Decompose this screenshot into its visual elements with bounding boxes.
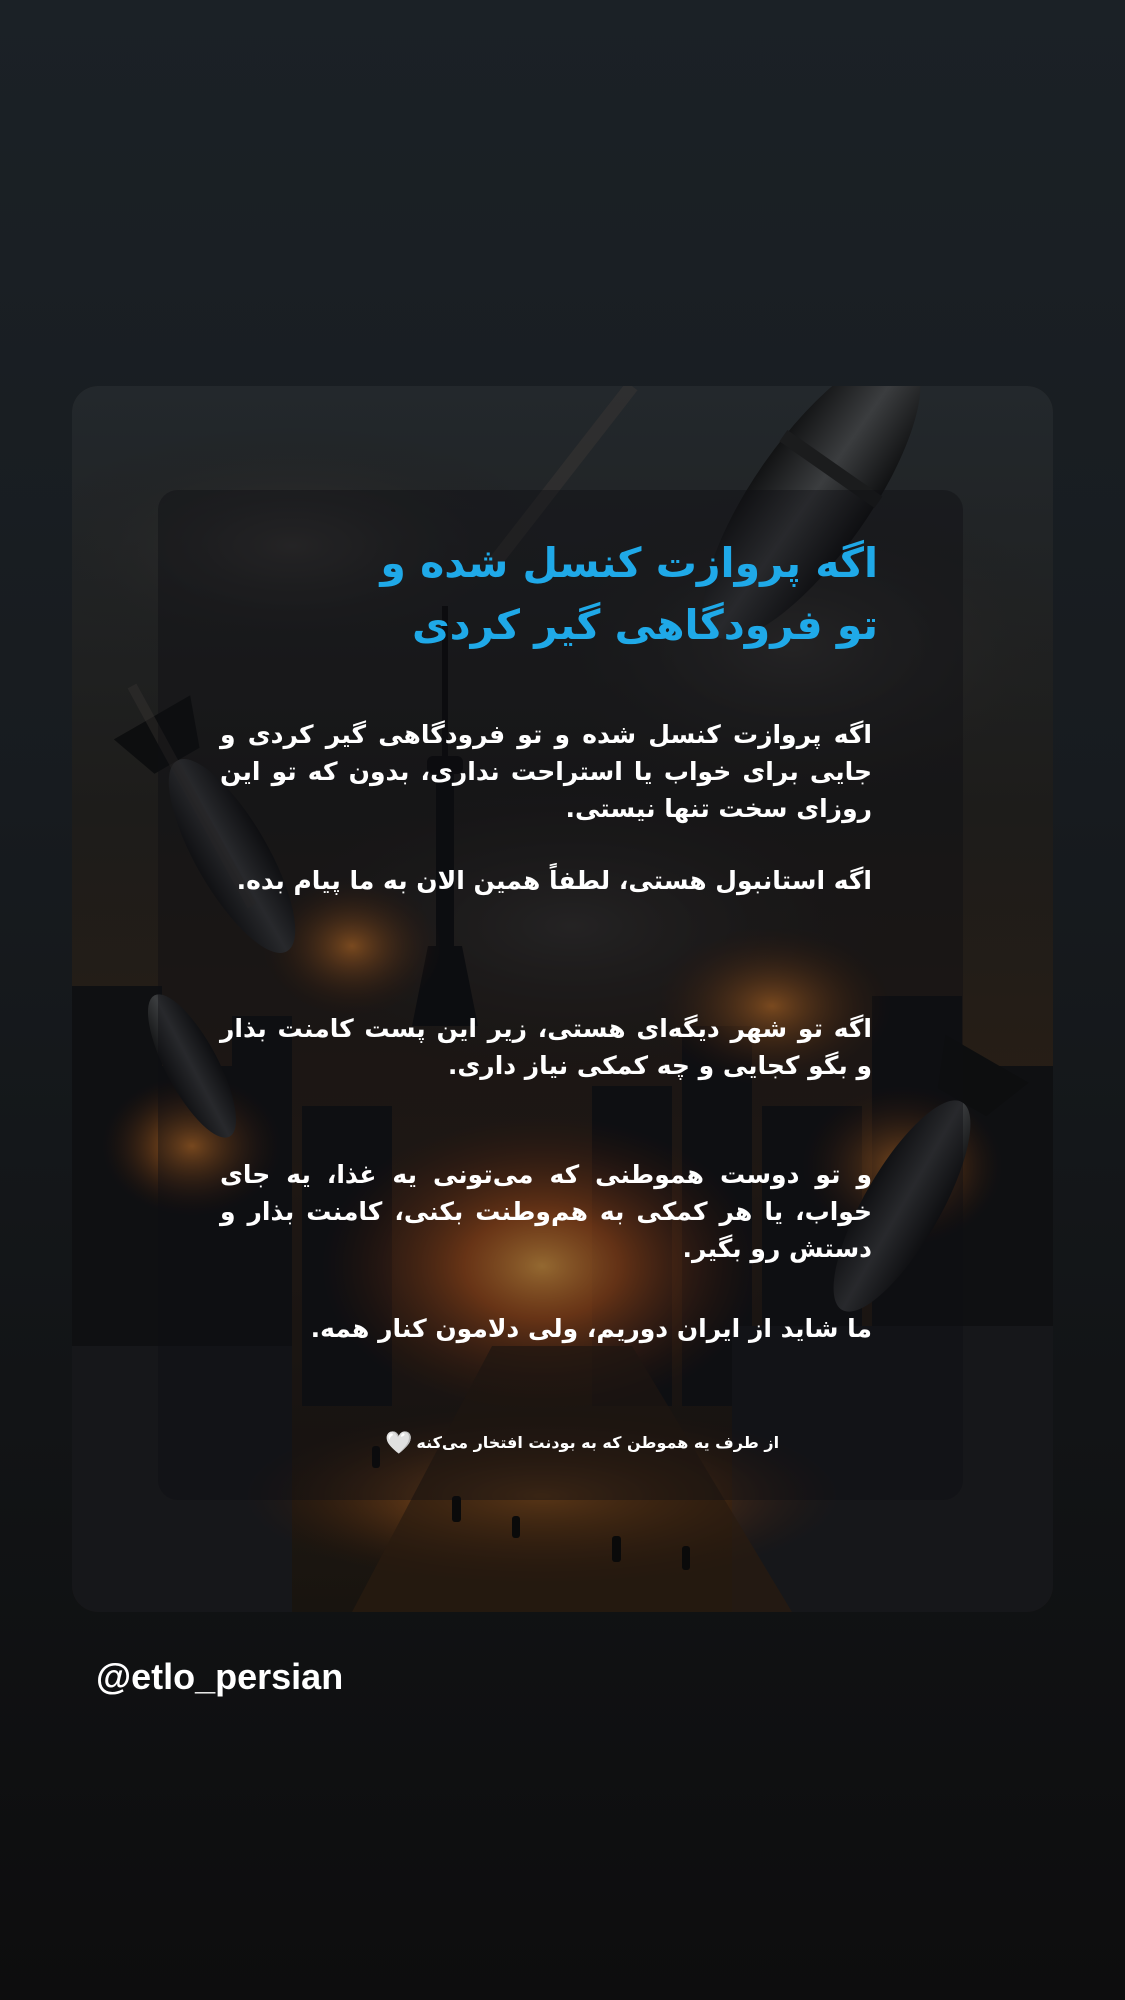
paragraph-closing: ما شاید از ایران دوریم، ولی دلامون کنار همه. [310, 1314, 872, 1343]
white-heart-icon: 🤍 [384, 1431, 413, 1456]
shared-post-card[interactable] [72, 386, 1053, 1612]
paragraph-istanbul: اگه استانبول هستی، لطفاً همین الان به ما پیام بده. [236, 866, 872, 895]
post-signature [372, 1430, 792, 1457]
headline-line-2: تو فرودگاهی گیر کردی [412, 601, 878, 649]
signature-text: از طرف یه هموطن که به بودنت افتخار می‌کنه [416, 1433, 780, 1452]
mention-sticker[interactable]: @etlo_persian [96, 1656, 344, 1697]
headline-line-1: اگه پروازت کنسل شده و [380, 539, 878, 587]
post-headline [158, 532, 878, 656]
paragraph-stranded: اگه پروازت کنسل شده و تو فرودگاهی گیر کردی و جایی برای خواب یا استراحت نداری، بدون که تو این روزای سخت تنها نیستی. [220, 720, 872, 823]
paragraph-other-city: اگه تو شهر دیگه‌ای هستی، زیر این پست کامنت بذار و بگو کجایی و چه کمکی نیاز داری. [220, 1014, 872, 1080]
paragraph-help-offer: و تو دوست هموطنی که می‌تونی یه غذا، یه جای خواب، یا هر کمکی به هم‌وطنت بکنی، کامنت بذار و دستش رو بگیر. [220, 1160, 872, 1263]
